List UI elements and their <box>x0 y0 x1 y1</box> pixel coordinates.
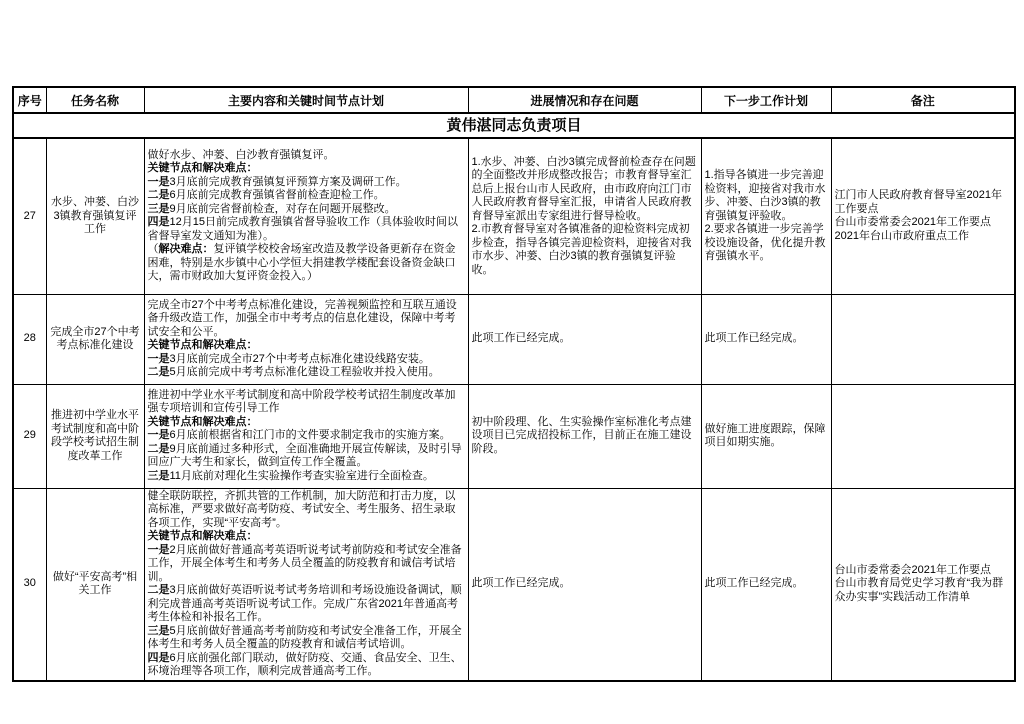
header-progress: 进展情况和存在问题 <box>468 87 701 113</box>
text-segment: 此项工作已经完成。 <box>704 577 804 590</box>
table-row <box>13 138 1015 294</box>
text-segment: 此项工作已经完成。 <box>471 577 571 590</box>
bold-text-segment: 关键节点和解决难点： <box>147 415 258 428</box>
text-segment: 1.指导各镇进一步完善迎检资料，迎接省对我市水步、冲蒌、白沙3镇的教育强镇复评验收。 <box>704 169 826 222</box>
cell-paragraph <box>705 169 828 223</box>
header-row <box>13 87 1015 113</box>
text-segment: 推进初中学业水平考试制度和高中阶段学校考试招生制度改革加强专项培训和宣传引导工作 <box>147 388 456 415</box>
cell-paragraph <box>472 577 698 591</box>
cell-paragraph <box>705 423 828 450</box>
cell-paragraph <box>148 530 465 544</box>
bold-text-segment: 二是 <box>147 366 170 378</box>
text-segment: 9月底前完省督前检查，对存在问题开展整改。 <box>169 202 396 215</box>
bold-text-segment: 一是 <box>147 175 170 188</box>
bold-text-segment: 一是 <box>147 543 170 556</box>
cell-paragraph <box>148 176 465 190</box>
cell-paragraph <box>705 577 828 591</box>
bold-text-segment: 三是 <box>147 469 170 482</box>
cell-paragraph <box>148 243 465 284</box>
bold-text-segment: 四是 <box>147 651 170 664</box>
cell-paragraph <box>148 490 465 531</box>
cell-paragraph <box>148 652 465 679</box>
text-segment: 1.水步、冲蒌、白沙3镇完成督前检查存在问题的全面整改并形成整改报告；市教育督导室汇总后上报台山市人民政府，由市政府向江门市人民政府教育督导室汇报，申请省人民政府教育督导室派出专家组进行督导检收。 <box>471 155 696 222</box>
table-body <box>13 113 1015 681</box>
cell-paragraph <box>705 223 828 264</box>
text-segment: 复评镇学校校舍场室改造及教学设备更新存在资金困难，特别是水步镇中心小学恒大捐建教学楼配套设备资金缺口大，需市财政加大复评资金投入。） <box>147 243 456 283</box>
text-segment: 此项工作已经完成。 <box>704 332 804 345</box>
cell-paragraph <box>472 223 698 277</box>
cell-paragraph <box>835 564 1012 578</box>
cell-remarks <box>831 138 1015 294</box>
header-serial-number: 序号 <box>13 87 46 113</box>
cell-main-content <box>144 384 468 488</box>
cell-paragraph <box>148 544 465 585</box>
document-page <box>12 86 1016 682</box>
bold-text-segment: 三是 <box>147 202 170 215</box>
cell-serial-number: 30 <box>13 488 46 681</box>
header-next-step: 下一步工作计划 <box>701 87 831 113</box>
bold-text-segment: 关键节点和解决难点： <box>147 530 258 542</box>
text-segment: 2.市教育督导室对各镇准备的迎检资料完成初步检查，指导各镇完善迎检资料，迎接省对我市水步、冲蒌、白沙3镇的教育强镇复评验收。 <box>471 223 692 276</box>
cell-progress <box>468 138 701 294</box>
text-segment: 做好施工进度跟踪，保障项目如期实施。 <box>704 422 826 448</box>
section-banner-row <box>13 113 1015 138</box>
header-remarks: 备注 <box>831 87 1015 113</box>
cell-paragraph <box>148 189 465 203</box>
cell-remarks <box>831 294 1015 384</box>
cell-paragraph <box>148 584 465 625</box>
text-segment: 3月底前完成教育强镇复评预算方案及调研工作。 <box>169 175 407 188</box>
table-header <box>13 87 1015 113</box>
cell-next-step <box>701 138 831 294</box>
bold-text-segment: 一是 <box>147 352 170 365</box>
cell-paragraph <box>148 429 465 443</box>
cell-paragraph <box>148 625 465 652</box>
cell-paragraph <box>148 416 465 430</box>
cell-paragraph <box>835 577 1012 604</box>
text-segment: 台山市教育局党史学习教育“我为群众办实事”实践活动工作清单 <box>834 577 1004 603</box>
cell-paragraph <box>472 332 698 346</box>
cell-main-content <box>144 488 468 681</box>
cell-paragraph <box>835 189 1012 216</box>
bold-text-segment: 二是 <box>147 442 170 455</box>
cell-paragraph <box>148 443 465 470</box>
text-segment: 健全联防联控，齐抓共管的工作机制，加大防范和打击力度，以高标准，严要求做好高考防疫、考试安全、考生服务、招生录取各项工作，实现“平安高考”。 <box>147 489 456 529</box>
text-segment: （ <box>147 243 159 256</box>
cell-progress <box>468 488 701 681</box>
text-segment: 台山市委常委会2021年工作要点 <box>834 216 991 229</box>
cell-paragraph <box>148 366 465 380</box>
bold-text-segment: 三是 <box>147 624 170 637</box>
cell-paragraph <box>148 149 465 163</box>
bold-text-segment: 二是 <box>147 189 170 202</box>
cell-next-step <box>701 488 831 681</box>
text-segment: 3月底前完成全市27个中考考点标准化建设线路安装。 <box>169 352 430 365</box>
text-segment: 此项工作已经完成。 <box>471 332 571 345</box>
header-main-content: 主要内容和关键时间节点计划 <box>144 87 468 113</box>
text-segment: 2.要求各镇进一步完善学校设施设备，优化提升教育强镇水平。 <box>704 223 826 262</box>
cell-serial-number: 28 <box>13 294 46 384</box>
cell-paragraph <box>705 332 828 346</box>
cell-remarks <box>831 384 1015 488</box>
text-segment: 台山市委常委会2021年工作要点 <box>834 563 991 576</box>
cell-main-content <box>144 294 468 384</box>
cell-paragraph <box>148 162 465 176</box>
text-segment: 3月底前做好英语听说考试考务培训和考场设施设备调试，顺利完成普通高考英语听说考试工作。完成广东省2021年普通高考考生体检和补报名工作。 <box>147 584 462 623</box>
text-segment: 6月底前强化部门联动，做好防疫、交通、食品安全、卫生、环境治理等各项工作，顺利完成普通高考工作。 <box>147 651 462 677</box>
text-segment: 江门市人民政府教育督导室2021年工作要点 <box>834 189 1002 215</box>
work-plan-table <box>12 86 1016 682</box>
text-segment: 9月底前通过多种形式，全面准确地开展宣传解读，及时引导回应广大考生和家长，做到宣传工作全覆盖。 <box>147 442 462 469</box>
cell-progress <box>468 384 701 488</box>
text-segment: 6月底前根据省和江门市的文件要求制定我市的实施方案。 <box>169 429 451 442</box>
cell-paragraph <box>148 339 465 353</box>
cell-remarks <box>831 488 1015 681</box>
cell-paragraph <box>148 470 465 484</box>
table-row <box>13 294 1015 384</box>
text-segment: 5月底前做好普通高考考前防疫和考试安全准备工作，开展全体考生和考务人员全覆盖的防疫教育和诚信考试培训。 <box>147 624 462 650</box>
cell-progress <box>468 294 701 384</box>
text-segment: 做好水步、冲蒌、白沙教育强镇复评。 <box>147 148 335 161</box>
cell-paragraph <box>835 216 1012 230</box>
bold-text-segment: 一是 <box>147 429 170 442</box>
cell-paragraph <box>148 203 465 217</box>
text-segment: 5月底前完成中考考点标准化建设工程验收并投入使用。 <box>169 366 440 378</box>
section-title: 黄伟湛同志负责项目 <box>13 113 1015 138</box>
bold-text-segment: 二是 <box>147 584 170 596</box>
text-segment: 6月底前完成教育强镇省督前检查迎检工作。 <box>169 189 385 202</box>
bold-text-segment: 关键节点和解决难点： <box>147 339 258 351</box>
cell-paragraph <box>148 389 465 416</box>
table-row <box>13 384 1015 488</box>
text-segment: 2月底前做好普通高考英语听说考试考前防疫和考试安全准备工作，开展全体考生和考务人员全覆盖的防疫教育和诚信考试培训。 <box>147 543 462 583</box>
bold-text-segment: 解决难点： <box>158 243 214 256</box>
cell-next-step <box>701 384 831 488</box>
text-segment: 初中阶段理、化、生实验操作室标准化考点建设项目已完成招投标工作，目前正在施工建设阶段。 <box>471 415 692 455</box>
cell-task-name: 完成全市27个中考考点标准化建设 <box>46 294 144 384</box>
cell-serial-number: 29 <box>13 384 46 488</box>
bold-text-segment: 关键节点和解决难点： <box>147 162 258 175</box>
cell-paragraph <box>148 216 465 243</box>
cell-main-content <box>144 138 468 294</box>
cell-paragraph <box>472 156 698 224</box>
cell-paragraph <box>835 230 1012 244</box>
text-segment: 完成全市27个中考考点标准化建设，完善视频监控和互联互通设备升级改造工作，加强全市中考考点的信息化建设，保障中考考试安全和公平。 <box>147 298 457 338</box>
text-segment: 11月底前对理化生实验操作考查实验室进行全面检查。 <box>169 469 434 482</box>
cell-paragraph <box>472 416 698 457</box>
cell-paragraph <box>148 353 465 367</box>
cell-task-name: 水步、冲蒌、白沙3镇教育强镇复评工作 <box>46 138 144 294</box>
table-row <box>13 488 1015 681</box>
text-segment: 12月15日前完成教育强镇省督导验收工作（具体验收时间以省督导室发文通知为准）。 <box>147 216 458 242</box>
cell-next-step <box>701 294 831 384</box>
header-task-name: 任务名称 <box>46 87 144 113</box>
cell-paragraph <box>148 299 465 340</box>
cell-serial-number: 27 <box>13 138 46 294</box>
text-segment: 2021年台山市政府重点工作 <box>834 229 969 242</box>
cell-task-name: 推进初中学业水平考试制度和高中阶段学校考试招生制度改革工作 <box>46 384 144 488</box>
bold-text-segment: 四是 <box>147 216 170 229</box>
cell-task-name: 做好“平安高考”相关工作 <box>46 488 144 681</box>
